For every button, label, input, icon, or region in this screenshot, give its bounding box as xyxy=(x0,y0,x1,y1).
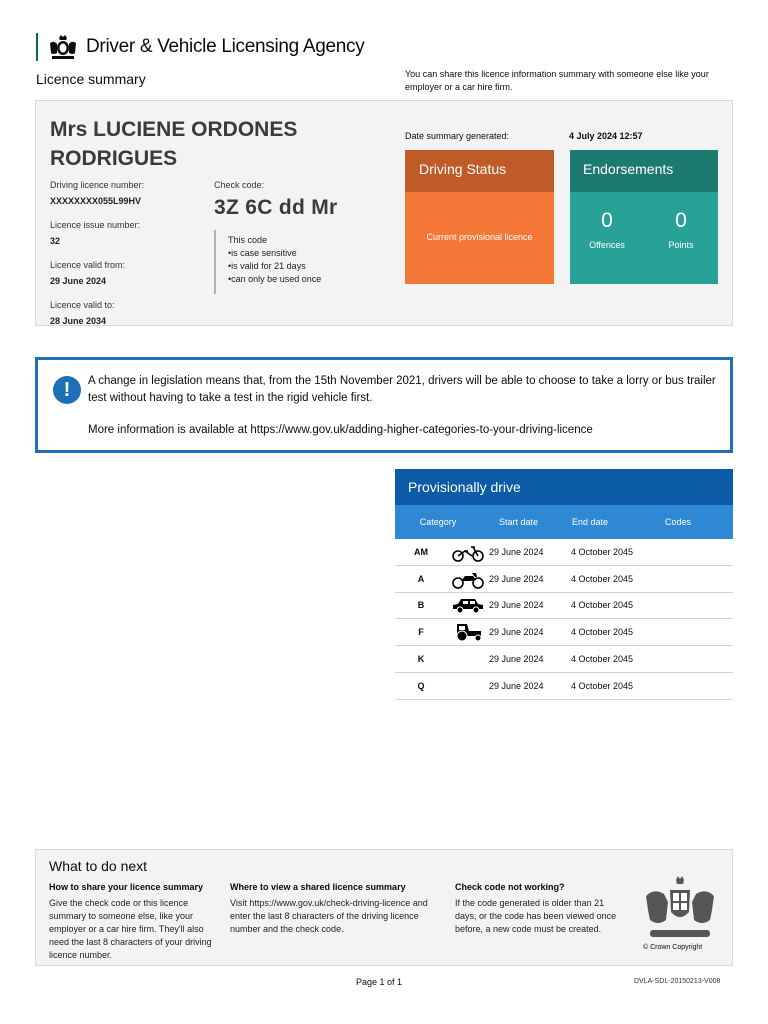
start-date: 29 June 2024 xyxy=(489,654,544,665)
end-date: 4 October 2045 xyxy=(571,680,634,691)
endorsements-card xyxy=(570,150,718,284)
column-header: Start date xyxy=(499,517,539,527)
page-title: Licence summary xyxy=(36,71,146,87)
driving-status-card xyxy=(405,150,554,284)
valid-from-label: Licence valid from: xyxy=(50,260,126,270)
start-date: 29 June 2024 xyxy=(489,573,544,584)
category-code: Q xyxy=(417,680,425,691)
end-date: 4 October 2045 xyxy=(571,654,634,665)
points-label: Points xyxy=(668,240,694,250)
agency-name: Driver & Vehicle Licensing Agency xyxy=(86,36,365,57)
next-title: What to do next xyxy=(49,858,148,874)
licence-holder-name: Mrs LUCIENE ORDONES RODRIGUES xyxy=(50,118,298,170)
code-help-heading: Check code not working? xyxy=(455,882,565,892)
category-code: B xyxy=(417,600,425,611)
view-text: Visit https://www.gov.uk/check-driving-licence and enter the last 8 characters of the driving licence number and the check code. xyxy=(230,898,428,934)
royal-coat-of-arms-icon xyxy=(636,876,724,946)
licence-number-value: XXXXXXXX055L99HV xyxy=(50,196,142,206)
valid-from-value: 29 June 2024 xyxy=(50,276,107,286)
points-count: 0 xyxy=(675,209,687,232)
empty-icon-cell xyxy=(447,647,489,671)
issue-number-label: Licence issue number: xyxy=(50,220,141,230)
offences-count: 0 xyxy=(601,209,613,232)
column-header: Codes xyxy=(665,517,692,527)
royal-crest-icon xyxy=(46,33,80,61)
offences-label: Offences xyxy=(589,240,625,250)
issue-number-value: 32 xyxy=(50,236,61,246)
category-code: K xyxy=(417,654,425,665)
licence-details xyxy=(50,180,210,340)
car-icon xyxy=(447,593,489,617)
code-help-text: If the code generated is older than 21 days, or the code has been viewed once before, a new code must be created. xyxy=(455,898,617,934)
driving-status-title: Driving Status xyxy=(405,150,554,192)
share-note: You can share this licence information summary with someone else like your employer or a car hire firm. xyxy=(405,69,709,92)
table-row xyxy=(395,539,733,566)
agency-header xyxy=(36,33,364,61)
share-heading: How to share your licence summary xyxy=(49,882,204,892)
start-date: 29 June 2024 xyxy=(489,680,544,691)
start-date: 29 June 2024 xyxy=(489,627,544,638)
column-header: End date xyxy=(572,517,609,527)
category-code: A xyxy=(417,573,425,584)
check-code-value: 3Z 6C dd Mr xyxy=(214,196,338,219)
view-instructions xyxy=(230,881,444,936)
tractor-icon xyxy=(447,620,489,644)
exclamation-icon: ! xyxy=(53,376,81,404)
table-row xyxy=(395,566,733,593)
provisional-title: Provisionally drive xyxy=(395,469,733,505)
generated-label: Date summary generated: xyxy=(405,131,510,141)
start-date: 29 June 2024 xyxy=(489,546,544,557)
code-note: • can only be used once xyxy=(228,273,384,286)
code-note: • is case sensitive xyxy=(228,247,384,260)
end-date: 4 October 2045 xyxy=(571,627,634,638)
table-row xyxy=(395,593,733,620)
table-row xyxy=(395,673,733,700)
licence-summary-panel xyxy=(35,100,733,326)
category-code: AM xyxy=(414,546,428,557)
end-date: 4 October 2045 xyxy=(571,573,634,584)
moped-icon xyxy=(447,540,489,564)
code-help xyxy=(455,881,627,936)
licence-number-label: Driving licence number: xyxy=(50,180,145,190)
view-heading: Where to view a shared licence summary xyxy=(230,882,406,892)
check-code-label: Check code: xyxy=(214,180,265,190)
document-reference: DVLA-SDL-20150213-V008 xyxy=(634,978,721,985)
table-header xyxy=(395,505,733,539)
category-code: F xyxy=(418,627,424,638)
driving-status-value: Current provisional licence xyxy=(426,232,533,242)
end-date: 4 October 2045 xyxy=(571,600,634,611)
generated-value: 4 July 2024 12:57 xyxy=(569,131,643,141)
start-date: 29 June 2024 xyxy=(489,600,544,611)
column-header: Category xyxy=(419,517,457,527)
table-row xyxy=(395,619,733,646)
empty-icon-cell xyxy=(447,674,489,698)
check-code-notes xyxy=(214,230,384,294)
notice-more-info: More information is available at https://www.gov.uk/adding-higher-categories-to-your-driving-licence xyxy=(88,424,593,436)
notice-text: A change in legislation means that, from the 15th November 2021, drivers will be able to choose to take a lorry or bus trailer test without having to take a test in the rigid vehicle first. xyxy=(88,375,716,404)
brand-bar xyxy=(36,33,38,61)
valid-to-label: Licence valid to: xyxy=(50,300,115,310)
table-row xyxy=(395,646,733,673)
code-note: • is valid for 21 days xyxy=(228,260,384,273)
endorsements-title: Endorsements xyxy=(570,150,718,192)
motorcycle-icon xyxy=(447,567,489,591)
crown-copyright: © Crown Copyright xyxy=(643,944,703,951)
share-instructions xyxy=(49,881,219,962)
offences-stat xyxy=(570,209,644,250)
share-text: Give the check code or this licence summary to someone else, like your employer or a car hire firm. They'll also need the last 8 characters of your driving licence number. xyxy=(49,898,212,960)
valid-to-value: 28 June 2034 xyxy=(50,316,107,326)
end-date: 4 October 2045 xyxy=(571,546,634,557)
legislation-notice xyxy=(35,357,733,453)
check-code-section xyxy=(214,180,384,294)
provisional-entitlements-table xyxy=(395,469,733,700)
what-to-do-next-panel xyxy=(35,849,733,966)
points-stat xyxy=(644,209,718,250)
page-number: Page 1 of 1 xyxy=(356,977,403,987)
code-notes-title: This code xyxy=(228,235,268,245)
